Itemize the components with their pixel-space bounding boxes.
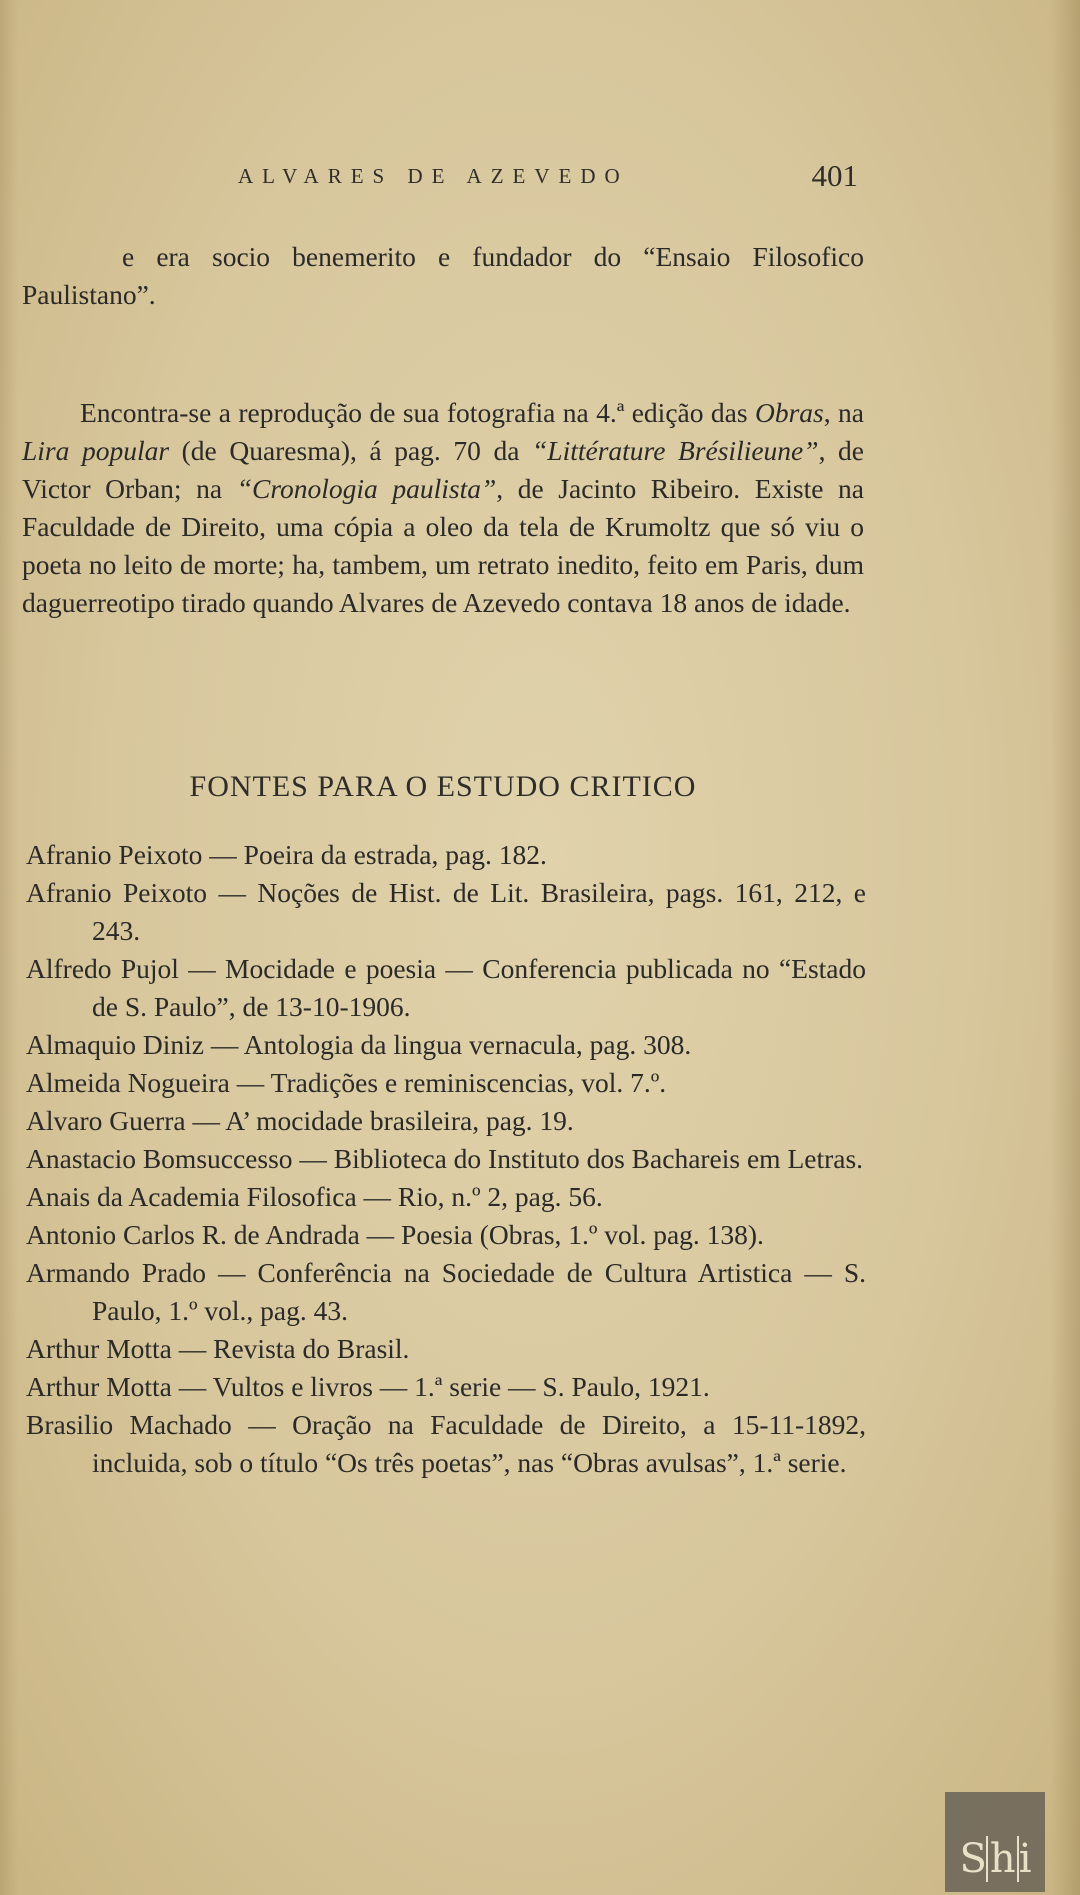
section-heading: FONTES PARA O ESTUDO CRITICO xyxy=(189,770,697,803)
bibliography-entry: Afranio Peixoto — Noções de Hist. de Lit. Brasileira, pags. 161, 212, e 243. xyxy=(26,877,866,946)
running-head xyxy=(238,158,858,198)
library-watermark-logo xyxy=(945,1792,1045,1892)
title-cronologia: “Cronologia paulista” xyxy=(236,473,497,504)
bibliography-entry: Armando Prado — Conferência na Sociedade de Cultura Artistica — S. Paulo, 1.º vol., pag. 43. xyxy=(26,1257,866,1326)
bibliography-entry: Alfredo Pujol — Mocidade e poesia — Conferencia publicada no “Estado de S. Paulo”, de 13-10-1906. xyxy=(26,953,866,1022)
bibliography-entry: Almeida Nogueira — Tradições e reminiscencias, vol. 7.º. xyxy=(26,1067,667,1098)
portrait-paragraph xyxy=(22,394,864,622)
bibliography-entry: Almaquio Diniz — Antologia da lingua vernacula, pag. 308. xyxy=(26,1029,692,1060)
bibliography-entry: Afranio Peixoto — Poeira da estrada, pag. 182. xyxy=(26,839,547,870)
bibliography-entry: Arthur Motta — Revista do Brasil. xyxy=(26,1333,410,1364)
running-title: ALVARES DE AZEVEDO xyxy=(238,164,629,188)
watermark-logo-text: S h i xyxy=(959,1836,1031,1882)
title-litterature: “Littérature Brésilieune” xyxy=(532,435,819,466)
continuation-paragraph: e era socio benemerito e fundador do “Ensaio Filosofico Paulistano”. xyxy=(22,241,864,310)
page-edge-shadow-left xyxy=(0,0,18,1895)
bibliography-entry: Brasilio Machado — Oração na Faculdade de Direito, a 15-11-1892, incluida, sob o título “Os três poetas”, nas “Obras avulsas”, 1.ª serie. xyxy=(26,1409,866,1478)
portrait-text-2: , na xyxy=(823,397,864,428)
bibliography-list xyxy=(26,836,866,1482)
bibliography-entry: Alvaro Guerra — A’ mocidade brasileira, pag. 19. xyxy=(26,1105,574,1136)
bibliography-entry: Antonio Carlos R. de Andrada — Poesia (Obras, 1.º vol. pag. 138). xyxy=(26,1219,764,1250)
portrait-text-1: Encontra-se a reprodução de sua fotografia na 4.ª edição das xyxy=(80,397,755,428)
bibliography-entry: Anastacio Bomsuccesso — Biblioteca do Instituto dos Bachareis em Letras. xyxy=(26,1143,864,1174)
page-edge-shadow-right xyxy=(1050,0,1080,1895)
title-lira-popular: Lira popular xyxy=(22,435,170,466)
portrait-text-4: , de Victor Orban; na xyxy=(22,435,864,504)
page-number: 401 xyxy=(811,158,858,193)
bibliography-entry: Arthur Motta — Vultos e livros — 1.ª serie — S. Paulo, 1921. xyxy=(26,1371,710,1402)
title-obras: Obras xyxy=(754,397,824,428)
bibliography-entry: Anais da Academia Filosofica — Rio, n.º 2, pag. 56. xyxy=(26,1181,603,1212)
portrait-text-3: (de Quaresma), á pag. 70 da xyxy=(169,435,532,466)
portrait-text-5: , de Jacinto Ribeiro. Existe na Faculdade de Direito, uma cópia a oleo da tela de Krumoltz que só viu o poeta no leito de morte; ha, tambem, um retrato inedito, feito em Paris, dum daguerreotipo tirado quando Alvares de Azevedo contava 18 anos de idade. xyxy=(22,473,865,618)
